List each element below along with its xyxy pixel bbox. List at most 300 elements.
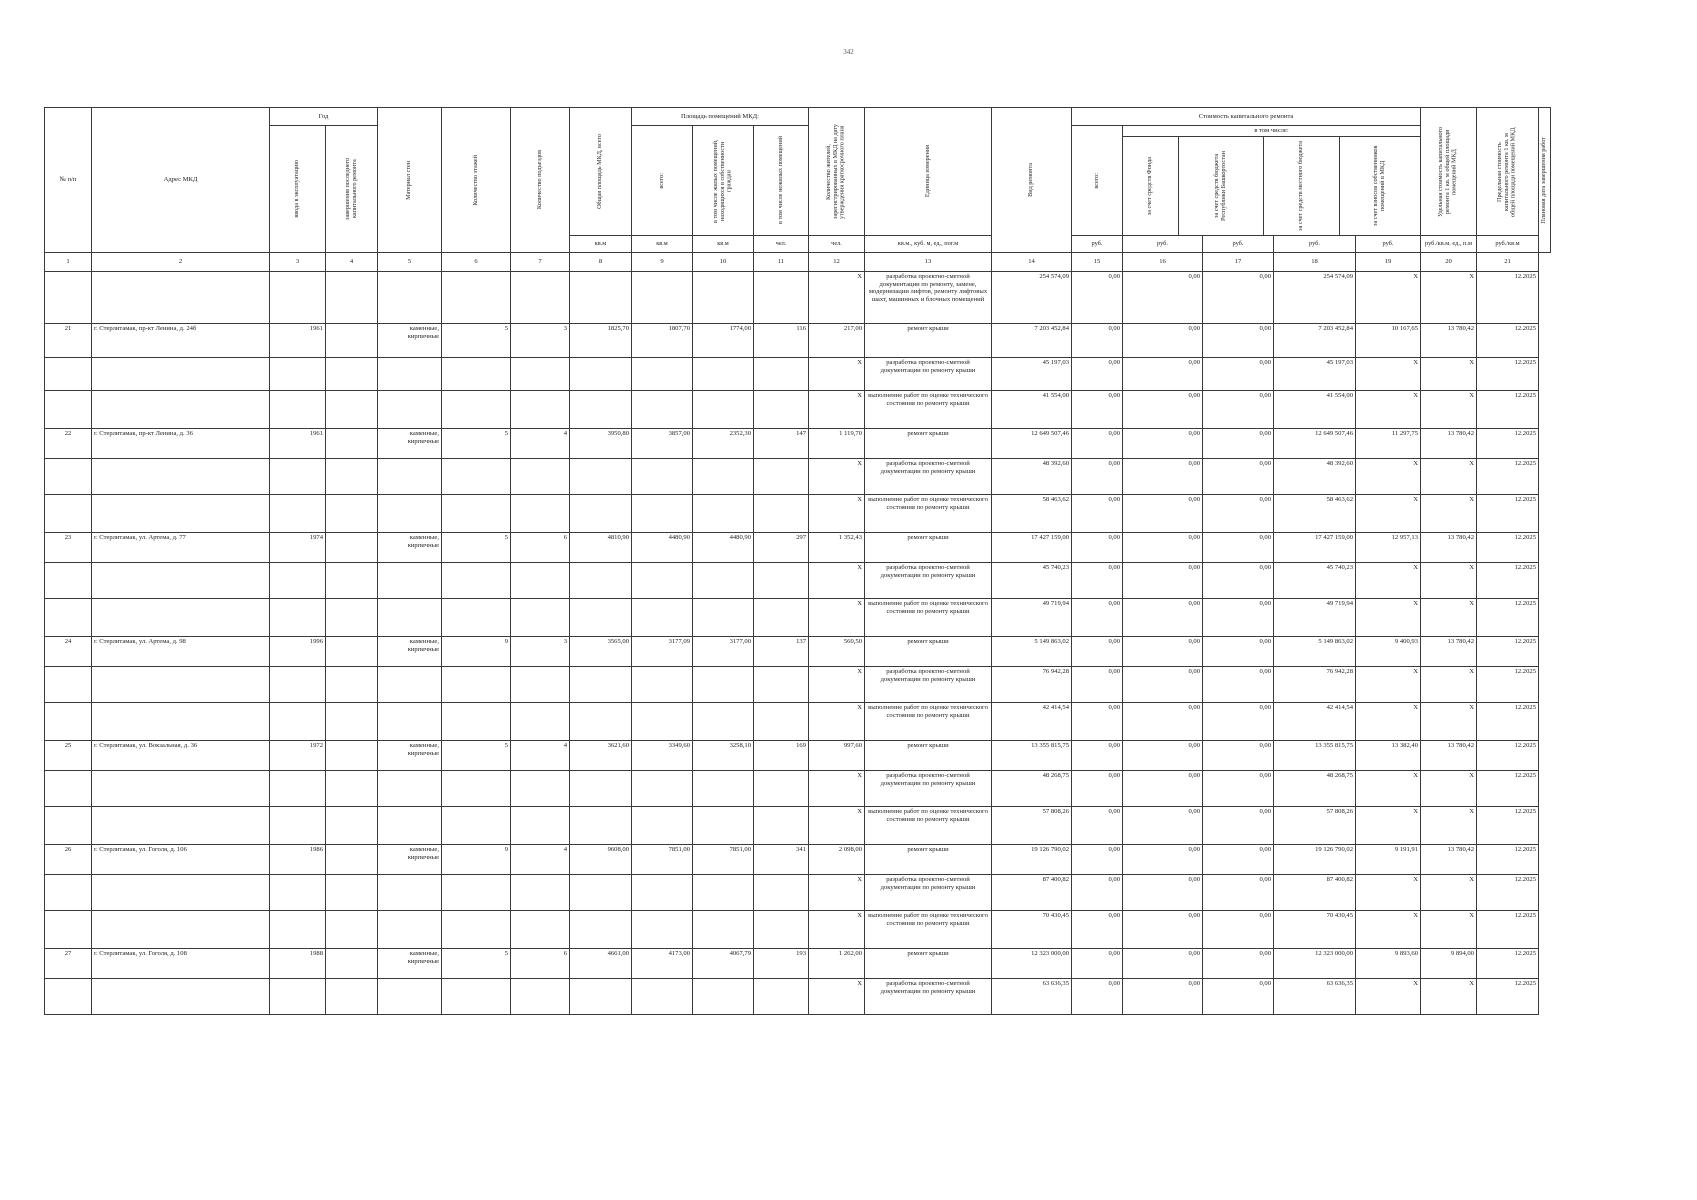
cell-mat: каменные, кирпичные	[378, 324, 442, 358]
cell-c15: 0,00	[1072, 495, 1123, 533]
cell-work: разработка проектно-сметной документации по ремонту крыши	[865, 875, 992, 911]
column-number: 12	[809, 253, 865, 272]
table-row	[45, 771, 1551, 807]
cell-work: ремонт крыши	[865, 949, 992, 979]
cell-en: 4	[511, 741, 570, 771]
cell-y1: 1961	[270, 429, 326, 459]
cell-c14: 13 355 815,75	[992, 741, 1072, 771]
cell-res: 169	[754, 741, 809, 771]
cell-y2	[326, 741, 378, 771]
table-row	[45, 911, 1551, 949]
cell-en	[511, 459, 570, 495]
cell-own	[693, 667, 754, 703]
table-row	[45, 533, 1551, 563]
cell-c14: 5 149 863,02	[992, 637, 1072, 667]
table-row	[45, 563, 1551, 599]
column-number: 15	[1072, 253, 1123, 272]
cell-fl	[442, 272, 511, 324]
cell-c15: 0,00	[1072, 533, 1123, 563]
cell-res	[754, 459, 809, 495]
cell-c16: 0,00	[1123, 459, 1203, 495]
cell-tot: 4810,90	[570, 533, 632, 563]
cell-c20: X	[1421, 875, 1477, 911]
cell-all	[632, 459, 693, 495]
cell-c16: 0,00	[1123, 807, 1203, 845]
cell-res	[754, 563, 809, 599]
cell-tot	[570, 358, 632, 391]
cell-all	[632, 771, 693, 807]
column-number: 14	[992, 253, 1072, 272]
cell-c19: 12 957,13	[1356, 533, 1421, 563]
cell-fl	[442, 875, 511, 911]
cell-qty: 1 119,70	[809, 429, 865, 459]
header-unit-cost: Удельная стоимость капитального ремонта 1 кв. м общей площади помещений МКД	[1421, 108, 1477, 236]
capital-repair-table	[44, 107, 1551, 1015]
cell-y1: 1961	[270, 324, 326, 358]
cell-c16: 0,00	[1123, 358, 1203, 391]
cell-tot	[570, 875, 632, 911]
header-year-last-repair: завершения последнего капитального ремонта	[326, 126, 378, 253]
cell-en: 3	[511, 324, 570, 358]
header-including-block: в том числе: за счет средств Фонда за счет средств бюджета Республики Башкортостан за счет средств местного бюджета за счет взносов собственников помещений в МКД	[1123, 126, 1421, 236]
cell-c14: 70 430,45	[992, 911, 1072, 949]
cell-mat	[378, 495, 442, 533]
cell-c21: 12.2025	[1477, 911, 1539, 949]
header-wall-material: Материал стен	[378, 108, 442, 253]
cell-c16: 0,00	[1123, 771, 1203, 807]
cell-c15: 0,00	[1072, 358, 1123, 391]
cell-mat	[378, 875, 442, 911]
cell-qty: X	[809, 667, 865, 703]
header-cost-total: всего:	[1072, 126, 1123, 236]
table-row	[45, 358, 1551, 391]
table-row	[45, 324, 1551, 358]
cell-res	[754, 391, 809, 429]
cell-c18: 7 203 452,84	[1274, 324, 1356, 358]
cell-tot	[570, 771, 632, 807]
column-number: 13	[865, 253, 992, 272]
cell-c17: 0,00	[1203, 911, 1274, 949]
cell-c19: X	[1356, 358, 1421, 391]
cell-en: 3	[511, 637, 570, 667]
cell-tot	[570, 459, 632, 495]
cell-c20: X	[1421, 771, 1477, 807]
cell-c17: 0,00	[1203, 667, 1274, 703]
cell-all	[632, 391, 693, 429]
cell-own: 1774,00	[693, 324, 754, 358]
cell-work: разработка проектно-сметной документации по ремонту крыши	[865, 667, 992, 703]
cell-y1	[270, 459, 326, 495]
cell-c14: 45 197,03	[992, 358, 1072, 391]
cell-address	[92, 563, 270, 599]
cell-c18: 57 808,26	[1274, 807, 1356, 845]
cell-y1	[270, 667, 326, 703]
cell-all: 4480,90	[632, 533, 693, 563]
cell-address: г. Стерлитамак, ул. Артема, д. 77	[92, 533, 270, 563]
cell-tot: 3565,00	[570, 637, 632, 667]
cell-c16: 0,00	[1123, 599, 1203, 637]
cell-c15: 0,00	[1072, 979, 1123, 1015]
cell-address	[92, 979, 270, 1015]
header-year-commission: ввода в эксплуатацию	[270, 126, 326, 253]
cell-fl: 9	[442, 845, 511, 875]
page-number: 342	[843, 48, 854, 56]
cell-own	[693, 771, 754, 807]
cell-fl	[442, 911, 511, 949]
column-number: 19	[1356, 253, 1421, 272]
cell-c17: 0,00	[1203, 533, 1274, 563]
column-number: 4	[326, 253, 378, 272]
cell-tot: 3950,80	[570, 429, 632, 459]
unit-cell: кв.м	[632, 236, 693, 253]
cell-c19: X	[1356, 911, 1421, 949]
header-residents: Количество жителей, зарегистрированных в МКД на дату утверждения краткосрочного плана	[809, 108, 865, 236]
cell-c14: 57 808,26	[992, 807, 1072, 845]
cell-all: 1807,70	[632, 324, 693, 358]
cell-tot: 1825,70	[570, 324, 632, 358]
cell-c17: 0,00	[1203, 429, 1274, 459]
header-budget-rb: за счет средств бюджета Республики Башкортостан	[1213, 151, 1227, 221]
cell-c15: 0,00	[1072, 771, 1123, 807]
cell-c19: 11 297,75	[1356, 429, 1421, 459]
cell-tot	[570, 563, 632, 599]
cell-y2	[326, 358, 378, 391]
cell-c15: 0,00	[1072, 703, 1123, 741]
cell-c16: 0,00	[1123, 703, 1203, 741]
cell-own	[693, 459, 754, 495]
cell-all: 7851,00	[632, 845, 693, 875]
cell-address	[92, 599, 270, 637]
cell-work: ремонт крыши	[865, 324, 992, 358]
unit-cell: руб./кв.м	[1477, 236, 1539, 253]
cell-y2	[326, 667, 378, 703]
cell-c14: 42 414,54	[992, 703, 1072, 741]
cell-res	[754, 358, 809, 391]
column-number: 1	[45, 253, 92, 272]
cell-own: 4480,90	[693, 533, 754, 563]
cell-mat	[378, 599, 442, 637]
cell-c21: 12.2025	[1477, 949, 1539, 979]
cell-c20: 13 780,42	[1421, 533, 1477, 563]
cell-res: 341	[754, 845, 809, 875]
cell-fl: 5	[442, 324, 511, 358]
cell-own	[693, 391, 754, 429]
cell-c21: 12.2025	[1477, 637, 1539, 667]
cell-mat	[378, 391, 442, 429]
cell-c18: 49 719,94	[1274, 599, 1356, 637]
header-fund: за счет средств Фонда	[1146, 156, 1154, 216]
cell-no	[45, 807, 92, 845]
cell-own	[693, 703, 754, 741]
cell-address	[92, 391, 270, 429]
cell-tot	[570, 667, 632, 703]
cell-fl	[442, 599, 511, 637]
cell-c20: X	[1421, 391, 1477, 429]
cell-all	[632, 599, 693, 637]
cell-c21: 12.2025	[1477, 429, 1539, 459]
cell-en: 4	[511, 845, 570, 875]
cell-c15: 0,00	[1072, 429, 1123, 459]
cell-c14: 48 392,60	[992, 459, 1072, 495]
cell-c18: 41 554,00	[1274, 391, 1356, 429]
cell-c18: 70 430,45	[1274, 911, 1356, 949]
table-row	[45, 459, 1551, 495]
column-number: 16	[1123, 253, 1203, 272]
cell-all	[632, 875, 693, 911]
cell-c17: 0,00	[1203, 459, 1274, 495]
cell-y1	[270, 875, 326, 911]
cell-c15: 0,00	[1072, 667, 1123, 703]
cell-fl	[442, 391, 511, 429]
cell-all: 3177,09	[632, 637, 693, 667]
cell-no: 25	[45, 741, 92, 771]
cell-c18: 76 942,28	[1274, 667, 1356, 703]
cell-c16: 0,00	[1123, 533, 1203, 563]
cell-address: г. Стерлитамак, ул. Гоголя, д. 106	[92, 845, 270, 875]
cell-c15: 0,00	[1072, 459, 1123, 495]
cell-no	[45, 703, 92, 741]
column-number: 9	[632, 253, 693, 272]
cell-tot: 3621,60	[570, 741, 632, 771]
cell-all: 3349,60	[632, 741, 693, 771]
column-number: 10	[693, 253, 754, 272]
cell-all	[632, 272, 693, 324]
table-row	[45, 703, 1551, 741]
cell-res: 116	[754, 324, 809, 358]
cell-c20: X	[1421, 459, 1477, 495]
cell-qty: X	[809, 599, 865, 637]
cell-res	[754, 979, 809, 1015]
cell-own: 3177,00	[693, 637, 754, 667]
cell-c16: 0,00	[1123, 324, 1203, 358]
cell-work: ремонт крыши	[865, 637, 992, 667]
cell-mat	[378, 911, 442, 949]
cell-qty: X	[809, 391, 865, 429]
cell-y1	[270, 807, 326, 845]
cell-all	[632, 911, 693, 949]
cell-c21: 12.2025	[1477, 703, 1539, 741]
unit-cell: руб./кв.м. ед., п.м	[1421, 236, 1477, 253]
cell-own: 7851,00	[693, 845, 754, 875]
table-row	[45, 272, 1551, 324]
cell-address	[92, 771, 270, 807]
cell-no	[45, 599, 92, 637]
cell-c14: 254 574,09	[992, 272, 1072, 324]
cell-c18: 19 126 790,02	[1274, 845, 1356, 875]
cell-y2	[326, 563, 378, 599]
cell-work: разработка проектно-сметной документации по ремонту, замене, модернизации лифтов, ремонту лифтовых шахт, машинных и блочных помещений	[865, 272, 992, 324]
table-body	[45, 272, 1551, 1015]
cell-y2	[326, 495, 378, 533]
cell-y1	[270, 771, 326, 807]
header-owners: за счет взносов собственников помещений в МКД	[1372, 145, 1386, 227]
header-address: Адрес МКД	[92, 108, 270, 253]
cell-en	[511, 358, 570, 391]
header-budget-local: за счет средств местного бюджета	[1297, 141, 1305, 231]
cell-c21: 12.2025	[1477, 391, 1539, 429]
cell-en	[511, 495, 570, 533]
cell-all: 3857,00	[632, 429, 693, 459]
cell-c21: 12.2025	[1477, 845, 1539, 875]
cell-c15: 0,00	[1072, 949, 1123, 979]
header-year: Год	[270, 108, 378, 126]
unit-cell: руб.	[1203, 236, 1274, 253]
cell-c17: 0,00	[1203, 875, 1274, 911]
cell-c17: 0,00	[1203, 324, 1274, 358]
cell-address	[92, 703, 270, 741]
cell-mat	[378, 272, 442, 324]
cell-c21: 12.2025	[1477, 667, 1539, 703]
cell-tot	[570, 391, 632, 429]
cell-qty: X	[809, 563, 865, 599]
unit-cell: чел.	[809, 236, 865, 253]
cell-c18: 5 149 863,02	[1274, 637, 1356, 667]
cell-fl	[442, 667, 511, 703]
cell-fl	[442, 979, 511, 1015]
cell-c17: 0,00	[1203, 563, 1274, 599]
unit-cell: кв.м	[693, 236, 754, 253]
cell-work: ремонт крыши	[865, 533, 992, 563]
cell-qty: X	[809, 459, 865, 495]
cell-c20: X	[1421, 703, 1477, 741]
cell-work: выполнение работ по оценке технического состояния по ремонту крыши	[865, 599, 992, 637]
cell-c16: 0,00	[1123, 495, 1203, 533]
cell-res: 297	[754, 533, 809, 563]
cell-c19: X	[1356, 495, 1421, 533]
cell-no: 23	[45, 533, 92, 563]
cell-y2	[326, 771, 378, 807]
cell-c18: 12 649 507,46	[1274, 429, 1356, 459]
cell-c21: 12.2025	[1477, 324, 1539, 358]
cell-all	[632, 979, 693, 1015]
cell-tot	[570, 703, 632, 741]
cell-fl	[442, 771, 511, 807]
cell-c20: X	[1421, 495, 1477, 533]
cell-c17: 0,00	[1203, 703, 1274, 741]
cell-c17: 0,00	[1203, 771, 1274, 807]
cell-c15: 0,00	[1072, 911, 1123, 949]
cell-no: 26	[45, 845, 92, 875]
cell-c15: 0,00	[1072, 741, 1123, 771]
cell-c19: X	[1356, 807, 1421, 845]
cell-c19: X	[1356, 979, 1421, 1015]
cell-fl: 9	[442, 637, 511, 667]
cell-c16: 0,00	[1123, 429, 1203, 459]
cell-mat	[378, 703, 442, 741]
cell-y2	[326, 459, 378, 495]
cell-c21: 12.2025	[1477, 459, 1539, 495]
cell-c21: 12.2025	[1477, 741, 1539, 771]
cell-qty: X	[809, 272, 865, 324]
cell-c20: 13 780,42	[1421, 637, 1477, 667]
cell-qty: 2 098,00	[809, 845, 865, 875]
cell-address	[92, 358, 270, 391]
cell-y2	[326, 807, 378, 845]
cell-no	[45, 979, 92, 1015]
cell-own: 2352,30	[693, 429, 754, 459]
header-total-area: Общая площадь МКД, всего	[570, 108, 632, 236]
cell-y2	[326, 637, 378, 667]
cell-mat	[378, 358, 442, 391]
cell-res	[754, 911, 809, 949]
cell-fl	[442, 703, 511, 741]
cell-c14: 17 427 159,00	[992, 533, 1072, 563]
cell-y2	[326, 533, 378, 563]
cell-c15: 0,00	[1072, 324, 1123, 358]
cell-c20: 9 894,00	[1421, 949, 1477, 979]
cell-y1	[270, 703, 326, 741]
cell-qty: 1 352,43	[809, 533, 865, 563]
cell-c21: 12.2025	[1477, 807, 1539, 845]
cell-en: 4	[511, 429, 570, 459]
cell-c17: 0,00	[1203, 495, 1274, 533]
cell-own	[693, 911, 754, 949]
cell-c19: X	[1356, 391, 1421, 429]
cell-own	[693, 272, 754, 324]
cell-c14: 48 268,75	[992, 771, 1072, 807]
cell-all	[632, 703, 693, 741]
cell-c14: 45 740,23	[992, 563, 1072, 599]
table-row	[45, 667, 1551, 703]
cell-c20: X	[1421, 979, 1477, 1015]
cell-address	[92, 495, 270, 533]
cell-c18: 63 636,35	[1274, 979, 1356, 1015]
cell-res	[754, 771, 809, 807]
unit-cell: руб.	[1072, 236, 1123, 253]
cell-c17: 0,00	[1203, 358, 1274, 391]
cell-tot	[570, 807, 632, 845]
unit-cell: кв.м	[570, 236, 632, 253]
cell-all	[632, 358, 693, 391]
cell-en	[511, 599, 570, 637]
cell-c17: 0,00	[1203, 949, 1274, 979]
cell-res	[754, 703, 809, 741]
unit-cell: чел.	[754, 236, 809, 253]
cell-c20: X	[1421, 358, 1477, 391]
cell-tot: 4661,00	[570, 949, 632, 979]
column-number: 3	[270, 253, 326, 272]
cell-c15: 0,00	[1072, 391, 1123, 429]
cell-work: разработка проектно-сметной документации по ремонту крыши	[865, 358, 992, 391]
cell-y1	[270, 358, 326, 391]
cell-en	[511, 272, 570, 324]
cell-c16: 0,00	[1123, 563, 1203, 599]
cell-y1	[270, 599, 326, 637]
cell-res	[754, 599, 809, 637]
cell-c14: 87 400,82	[992, 875, 1072, 911]
cell-c17: 0,00	[1203, 599, 1274, 637]
table-row	[45, 495, 1551, 533]
cell-mat: каменные, кирпичные	[378, 741, 442, 771]
cell-res	[754, 495, 809, 533]
cell-c15: 0,00	[1072, 637, 1123, 667]
cell-c15: 0,00	[1072, 875, 1123, 911]
cell-c16: 0,00	[1123, 949, 1203, 979]
cell-fl	[442, 358, 511, 391]
cell-en	[511, 979, 570, 1015]
cell-res: 193	[754, 949, 809, 979]
table-row	[45, 949, 1551, 979]
cell-c16: 0,00	[1123, 741, 1203, 771]
cell-en	[511, 391, 570, 429]
cell-qty: X	[809, 703, 865, 741]
cell-c17: 0,00	[1203, 637, 1274, 667]
cell-qty: X	[809, 875, 865, 911]
cell-no	[45, 563, 92, 599]
table-row	[45, 979, 1551, 1015]
cell-c20: 13 780,42	[1421, 845, 1477, 875]
cell-no	[45, 667, 92, 703]
